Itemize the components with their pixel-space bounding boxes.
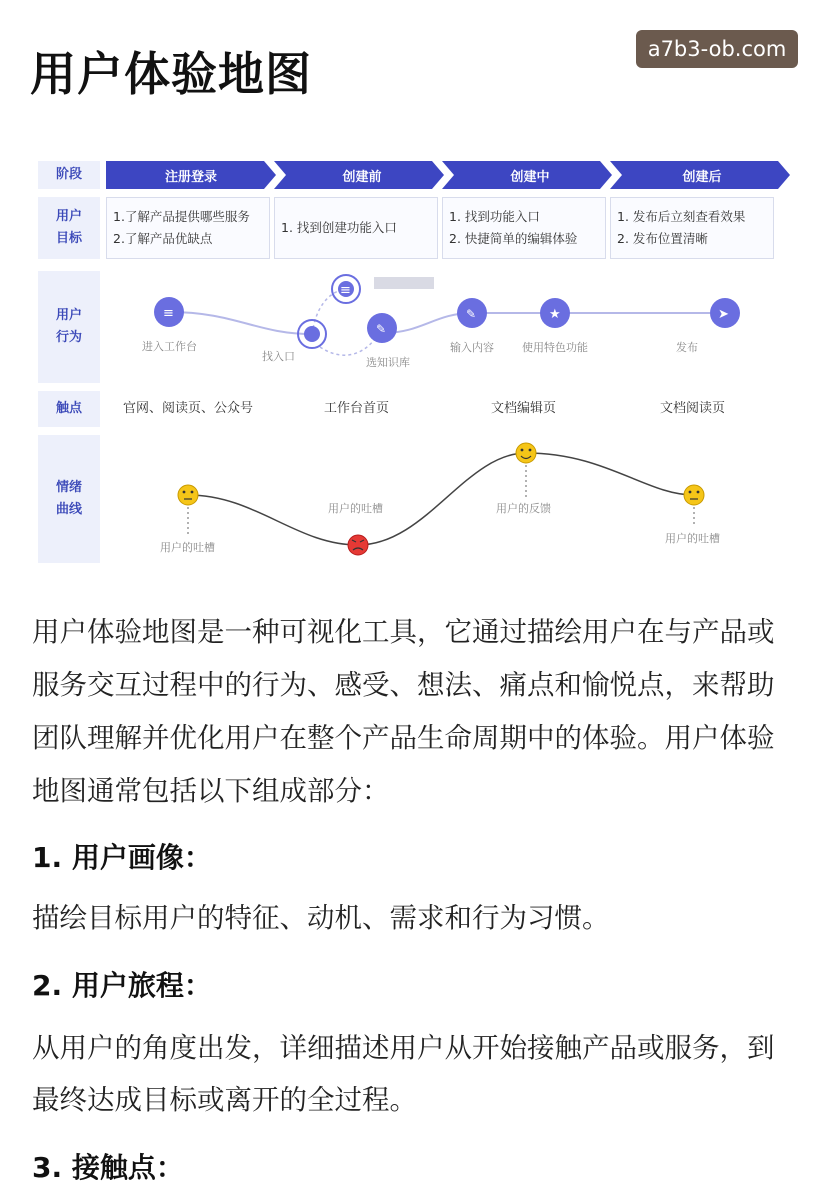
touchpoint-1: 官网、阅读页、公众号	[123, 401, 254, 416]
intro-paragraph: 用户体验地图是一种可视化工具，它通过描绘用户在与产品或服务交互过程中的行为、感受、想法、痛点和愉悦点，来帮助团队理解并优化用户在整个产品生命周期中的体验。用户体验地图通常包括以下组成部分：	[32, 616, 775, 807]
row-label-emotion: 情绪 曲线	[38, 435, 100, 563]
svg-text:≡: ≡	[340, 283, 351, 298]
face-angry-icon	[348, 535, 368, 555]
user-journey-map	[38, 155, 790, 570]
watermark-badge: a7b3-ob.com	[636, 30, 798, 68]
row-label-touchpoint: 触点	[38, 391, 100, 427]
stage-1: 注册登录	[164, 169, 217, 185]
emotion-label-1: 用户的吐槽	[160, 541, 215, 554]
touchpoint-3: 文档编辑页	[491, 401, 557, 416]
behavior-label-2: 找入口	[262, 350, 295, 363]
svg-text:★: ★	[549, 307, 561, 322]
section-heading-3: 3. 接触点：	[32, 1151, 184, 1183]
stage-4: 创建后	[682, 169, 722, 185]
touchpoint-4: 文档阅读页	[660, 401, 726, 416]
face-happy-icon	[516, 443, 536, 463]
goal-box-4: 1. 发布后立刻查看效果 2. 发布位置清晰	[610, 197, 774, 259]
stage-3: 创建中	[510, 169, 550, 185]
face-neutral-1-icon	[178, 485, 198, 505]
row-label-goal: 用户 目标	[38, 197, 100, 259]
face-neutral-2-icon	[684, 485, 704, 505]
svg-text:✎: ✎	[466, 307, 477, 321]
behavior-label-1: 进入工作台	[142, 340, 197, 353]
row-label-behavior: 用户 行为	[38, 271, 100, 383]
behavior-label-6: 发布	[676, 341, 698, 354]
goal-box-3: 1. 找到功能入口 2. 快捷简单的编辑体验	[442, 197, 606, 259]
svg-text:➤: ➤	[718, 307, 729, 322]
behavior-flow	[106, 267, 790, 387]
section-text-2: 从用户的角度出发，详细描述用户从开始接触产品或服务，到最终达成目标或离开的全过程。	[32, 1032, 775, 1116]
page-title: 用户体验地图	[30, 47, 312, 101]
row-label-stage: 阶段	[38, 161, 100, 189]
goal-box-1: 1.了解产品提供哪些服务 2.了解产品优缺点	[106, 197, 270, 259]
emotion-label-4: 用户的吐槽	[665, 532, 720, 545]
behavior-label-3: 选知识库	[366, 356, 410, 369]
section-heading-1: 1. 用户画像：	[32, 841, 212, 874]
section-heading-2: 2. 用户旅程：	[32, 969, 212, 1002]
emotion-label-2: 用户的吐槽	[328, 502, 383, 515]
emotion-label-3: 用户的反馈	[496, 502, 551, 515]
touchpoint-2: 工作台首页	[324, 401, 390, 416]
behavior-label-4: 输入内容	[450, 341, 494, 354]
goal-box-2: 1. 找到创建功能入口	[274, 197, 438, 259]
svg-text:≡: ≡	[163, 306, 174, 321]
behavior-label-5: 使用特色功能	[522, 341, 588, 354]
section-text-1: 描绘目标用户的特征、动机、需求和行为习惯。	[32, 902, 610, 934]
svg-text:✎: ✎	[376, 322, 387, 336]
stage-2: 创建前	[342, 169, 382, 185]
